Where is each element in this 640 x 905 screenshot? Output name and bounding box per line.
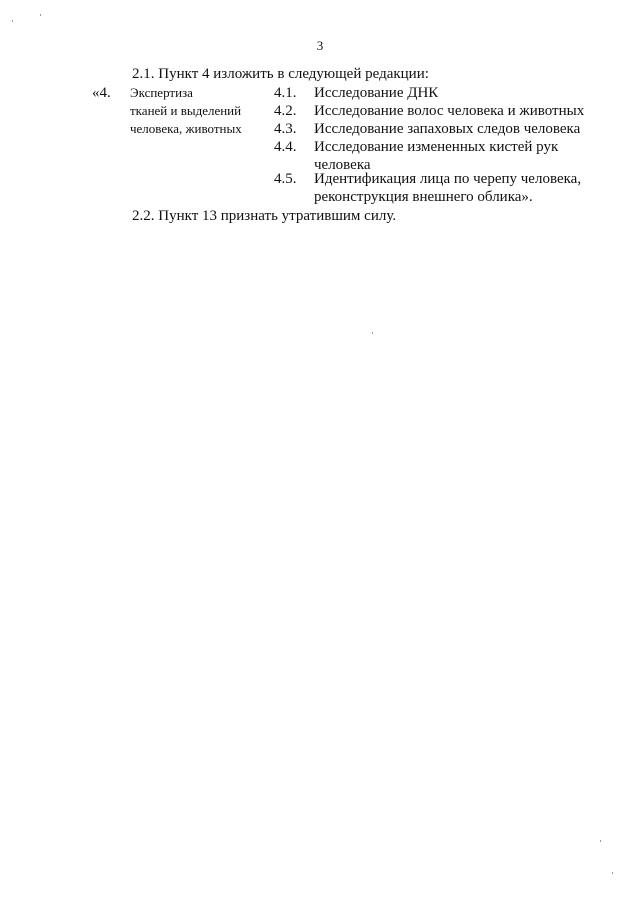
item-4-title-line: человека, животных bbox=[130, 121, 242, 136]
subitem-text-line: Исследование запаховых следов человека bbox=[314, 121, 581, 137]
subitem-number: 4.1. bbox=[274, 85, 297, 101]
page-number: 3 bbox=[316, 38, 324, 53]
item-4-title-line: Экспертиза bbox=[130, 85, 193, 100]
subitem-number: 4.4. bbox=[274, 139, 297, 155]
paragraph-2-1: 2.1. Пункт 4 изложить в следующей редакции: bbox=[132, 66, 429, 82]
subitem-number: 4.5. bbox=[274, 171, 297, 187]
subitem-text-line: Исследование волос человека и животных bbox=[314, 103, 585, 119]
item-4-block bbox=[0, 84, 640, 206]
subitem-text-line: Исследование ДНК bbox=[314, 85, 439, 101]
subitem-text-line: человека bbox=[314, 157, 371, 173]
item-4-title bbox=[130, 84, 265, 138]
subitem-text-line: Исследование измененных кистей рук bbox=[314, 139, 559, 155]
subitem-text bbox=[314, 138, 614, 174]
subitem-text-line: Идентификация лица по черепу человека, bbox=[314, 171, 582, 187]
scan-speck bbox=[372, 332, 373, 334]
subitem-text bbox=[314, 170, 614, 206]
item-4-title-line: тканей и выделений bbox=[130, 103, 242, 118]
subitem-text-line: реконструкция внешнего облика». bbox=[314, 189, 533, 205]
paragraph-2-2: 2.2. Пункт 13 признать утратившим силу. bbox=[132, 208, 397, 224]
subitem-text bbox=[314, 84, 614, 102]
scan-speck bbox=[40, 14, 41, 16]
subitem-text bbox=[314, 120, 614, 138]
subitem-number: 4.3. bbox=[274, 121, 297, 137]
scan-speck bbox=[12, 20, 13, 22]
item-4-number: «4. bbox=[92, 85, 111, 101]
subitem-number: 4.2. bbox=[274, 103, 297, 119]
subitem-text bbox=[314, 102, 614, 120]
scan-speck bbox=[612, 872, 613, 874]
scan-speck bbox=[600, 840, 601, 842]
